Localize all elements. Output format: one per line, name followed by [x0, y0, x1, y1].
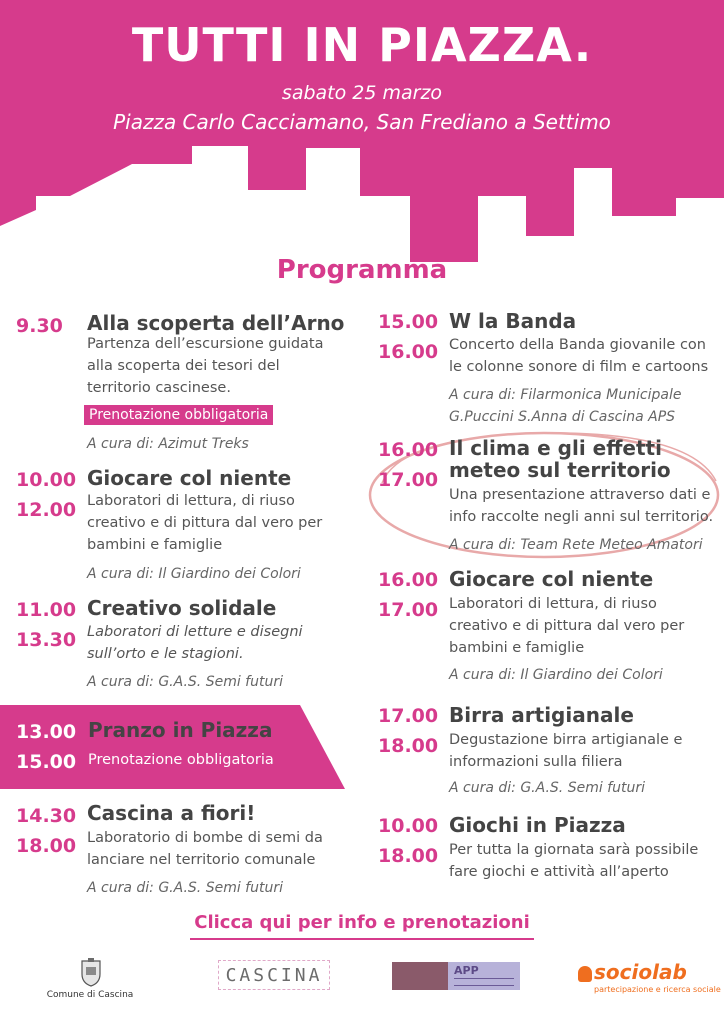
event-time: 9.30: [16, 315, 63, 337]
cascina-logo: CASCINA: [218, 960, 330, 990]
event-title: Creativo solidale: [87, 596, 277, 620]
event-title: Giocare col niente: [449, 567, 654, 591]
event-title: Il clima e gli effetti meteo sul territorio: [449, 436, 671, 482]
event-time: 17.00 18.00: [378, 705, 439, 757]
event-description: Laboratori di lettura, di riuso creativo e di pittura dal vero per bambini e famiglie: [87, 493, 323, 553]
event-description: Laboratori di lettura, di riuso creativo e di pittura dal vero per bambini e famiglie: [449, 596, 685, 656]
event-description: Degustazione birra artigianale e informazioni sulla filiera: [449, 732, 683, 770]
event-organizer: A cura di: G.A.S. Semi futuri: [449, 780, 645, 796]
event-title: Cascina a fiori!: [87, 801, 256, 825]
event-time: 14.30 18.00: [16, 805, 77, 857]
event-organizer: A cura di: Team Rete Meteo Amatori: [449, 537, 703, 553]
event-description: Partenza dell’escursione guidata alla scoperta dei tesori del territorio cascinese.: [87, 336, 324, 396]
event-time: 16.00 17.00: [378, 569, 439, 621]
sociolab-logo: [578, 960, 721, 996]
event-time: 10.00 18.00: [378, 815, 439, 867]
event-organizer: A cura di: Azimut Treks: [87, 436, 249, 452]
event-organizer: A cura di: Il Giardino dei Colori: [87, 566, 301, 582]
event-description: Per tutta la giornata sarà possibile fare giochi e attività all’aperto: [449, 842, 699, 880]
lunch-title: Pranzo in Piazza: [88, 718, 273, 742]
sociolab-mark-icon: [578, 966, 592, 982]
app-logo-lines: [454, 978, 514, 986]
event-title: TUTTI IN PIAZZA.: [131, 18, 593, 72]
event-title: Birra artigianale: [449, 703, 634, 727]
event-place: Piazza Carlo Cacciamano, San Frediano a Settimo: [113, 110, 611, 134]
event-time: 16.00 17.00: [378, 439, 439, 491]
app-logo-text: APP: [454, 964, 479, 977]
event-description: Laboratorio di bombe di semi da lanciare nel territorio comunale: [87, 830, 323, 868]
event-description: Laboratori di letture e disegni sull’orto e le stagioni.: [87, 624, 303, 662]
section-title: Programma: [276, 255, 448, 285]
app-logo-image: [392, 962, 448, 990]
event-organizer: A cura di: G.A.S. Semi futuri: [87, 880, 283, 896]
event-time: 11.00 13.30: [16, 599, 77, 651]
comune-crest-icon: [78, 958, 104, 988]
event-organizer: A cura di: Filarmonica Municipale G.Puccini S.Anna di Cascina APS: [449, 387, 682, 425]
lunch-booking-note: Prenotazione obbligatoria: [88, 752, 274, 768]
event-date: sabato 25 marzo: [281, 82, 443, 104]
lunch-time: 13.00 15.00: [16, 721, 77, 773]
booking-required-badge: Prenotazione obbligatoria: [84, 405, 273, 425]
event-title: W la Banda: [449, 309, 577, 333]
info-booking-link[interactable]: Clicca qui per info e prenotazioni: [194, 912, 530, 933]
sociolab-tagline: partecipazione e ricerca sociale: [594, 985, 721, 994]
event-description: Una presentazione attraverso dati e info raccolte negli anni sul territorio.: [449, 487, 714, 525]
event-title: Giochi in Piazza: [449, 813, 626, 837]
comune-label: Comune di Cascina: [46, 990, 134, 1000]
sociolab-name: sociolab: [594, 960, 687, 984]
event-time: 15.00 16.00: [378, 311, 439, 363]
cta-underline: [190, 938, 534, 940]
event-time: 10.00 12.00: [16, 469, 77, 521]
app-logo: [392, 962, 520, 990]
event-organizer: A cura di: Il Giardino dei Colori: [449, 667, 663, 683]
event-title: Giocare col niente: [87, 466, 292, 490]
event-organizer: A cura di: G.A.S. Semi futuri: [87, 674, 283, 690]
event-title: Alla scoperta dell’Arno: [87, 311, 345, 335]
event-description: Concerto della Banda giovanile con le colonne sonore di film e cartoons: [449, 337, 709, 375]
